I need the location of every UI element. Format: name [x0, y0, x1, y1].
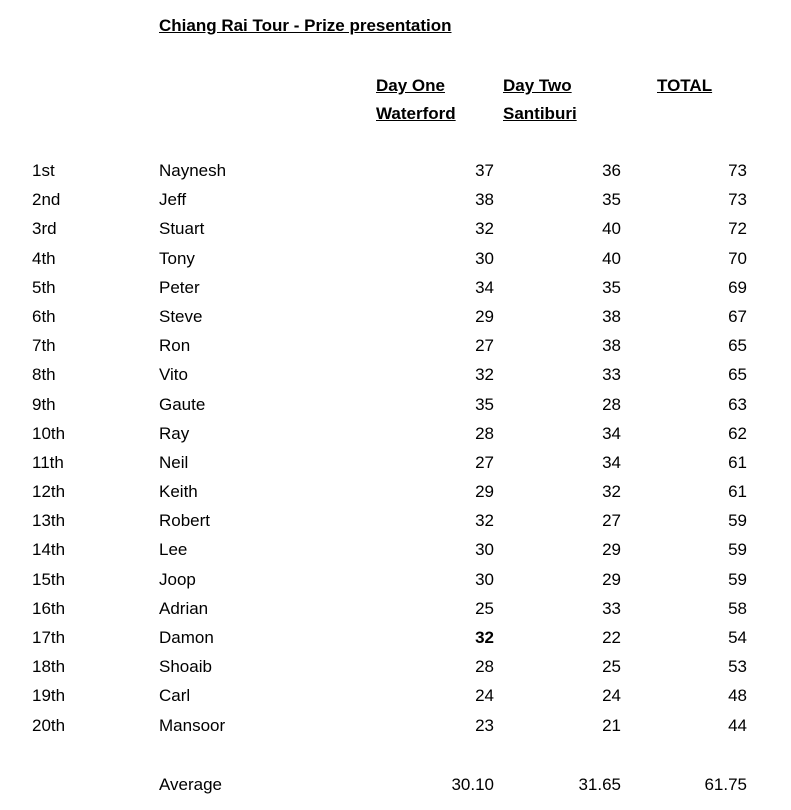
day-one-score-cell: 24: [475, 686, 494, 706]
day-one-score-cell: 32: [475, 628, 494, 647]
player-name-cell: Joop: [159, 569, 196, 589]
day-one-score-cell: 32: [475, 511, 494, 531]
total-score-cell: 54: [728, 628, 747, 647]
place-cell: 8th: [32, 365, 56, 385]
column-header-day-two: [503, 72, 577, 128]
table-row: [0, 391, 791, 420]
place-cell: 15th: [32, 569, 66, 589]
results-table: [0, 157, 791, 741]
day-two-score-cell: 27: [602, 511, 621, 531]
place-cell: 16th: [32, 598, 66, 618]
day-two-score-cell: 29: [602, 569, 621, 589]
total-score-cell: 73: [728, 190, 747, 210]
table-row: [0, 245, 791, 274]
day-two-score-cell: 24: [602, 686, 621, 706]
day-two-score-cell: 22: [602, 628, 621, 647]
total-score-cell: 63: [728, 394, 747, 414]
table-row: [0, 215, 791, 244]
day-one-score-cell: 23: [475, 715, 494, 735]
player-name-cell: Stuart: [159, 219, 205, 239]
day-two-score-cell: 33: [602, 598, 621, 618]
total-score-cell: 59: [728, 540, 747, 560]
day-two-score-cell: 34: [602, 452, 621, 472]
table-row: [0, 595, 791, 624]
day-two-score-cell: 28: [602, 394, 621, 414]
day-one-score-cell: 28: [475, 423, 494, 443]
day-two-score-cell: 35: [602, 277, 621, 297]
column-header-day-one-line1: Day One: [376, 76, 445, 95]
place-cell: 12th: [32, 482, 66, 502]
place-cell: 14th: [32, 540, 66, 560]
total-score-cell: 48: [728, 686, 747, 706]
day-one-score-cell: 34: [475, 277, 494, 297]
place-cell: 3rd: [32, 219, 57, 239]
total-score-cell: 65: [728, 365, 747, 385]
day-one-score-cell: 30: [475, 569, 494, 589]
total-score-cell: 53: [728, 657, 747, 677]
total-score-cell: 61: [728, 482, 747, 502]
place-cell: 9th: [32, 394, 56, 414]
place-cell: 10th: [32, 423, 66, 443]
total-score-cell: 58: [728, 598, 747, 618]
total-score-cell: 62: [728, 423, 747, 443]
day-one-score-cell: 32: [475, 219, 494, 239]
total-score-cell: 61: [728, 452, 747, 472]
day-one-score-cell: 25: [475, 598, 494, 618]
day-one-score-cell: 30: [475, 248, 494, 268]
place-cell: 5th: [32, 277, 56, 297]
average-label: Average: [159, 775, 223, 794]
table-row: [0, 157, 791, 186]
place-cell: 17th: [32, 628, 66, 647]
day-two-score-cell: 38: [602, 336, 621, 356]
place-cell: 20th: [32, 715, 66, 735]
place-cell: 18th: [32, 657, 66, 677]
day-two-score-cell: 40: [602, 219, 621, 239]
total-score-cell: 72: [728, 219, 747, 239]
average-row: [0, 771, 791, 801]
day-one-score-cell: 27: [475, 452, 494, 472]
player-name-cell: Carl: [159, 686, 191, 706]
day-one-score-cell: 28: [475, 657, 494, 677]
total-score-cell: 44: [728, 715, 747, 735]
day-two-score-cell: 32: [602, 482, 621, 502]
place-cell: 19th: [32, 686, 66, 706]
day-one-score-cell: 30: [475, 540, 494, 560]
table-row: [0, 507, 791, 536]
day-two-score-cell: 40: [602, 248, 621, 268]
day-two-score-cell: 35: [602, 190, 621, 210]
column-header-day-one: [376, 72, 456, 128]
player-name-cell: Vito: [159, 365, 188, 385]
column-header-total: TOTAL: [657, 76, 713, 95]
day-one-score-cell: 29: [475, 482, 494, 502]
table-row: [0, 566, 791, 595]
day-two-score-cell: 36: [602, 161, 621, 180]
total-score-cell: 67: [728, 306, 747, 326]
place-cell: 2nd: [32, 190, 61, 210]
place-cell: 6th: [32, 306, 56, 326]
player-name-cell: Keith: [159, 482, 198, 502]
table-row: [0, 186, 791, 215]
day-two-score-cell: 38: [602, 306, 621, 326]
total-score-cell: 70: [728, 248, 747, 268]
table-row: [0, 303, 791, 332]
table-row: [0, 712, 791, 741]
average-day-two: 31.65: [578, 775, 621, 794]
average-total: 61.75: [704, 775, 747, 794]
player-name-cell: Neil: [159, 452, 189, 472]
day-two-score-cell: 21: [602, 715, 621, 735]
table-row: [0, 624, 791, 653]
player-name-cell: Lee: [159, 540, 188, 560]
player-name-cell: Shoaib: [159, 657, 212, 677]
player-name-cell: Steve: [159, 306, 203, 326]
player-name-cell: Ron: [159, 336, 191, 356]
column-header-day-two-line2: Santiburi: [503, 104, 577, 123]
player-name-cell: Naynesh: [159, 161, 227, 180]
day-two-score-cell: 25: [602, 657, 621, 677]
day-one-score-cell: 38: [475, 190, 494, 210]
player-name-cell: Peter: [159, 277, 200, 297]
column-header-day-two-line1: Day Two: [503, 76, 572, 95]
place-cell: 4th: [32, 248, 56, 268]
place-cell: 7th: [32, 336, 56, 356]
place-cell: 11th: [32, 452, 64, 472]
day-one-score-cell: 35: [475, 394, 494, 414]
day-two-score-cell: 33: [602, 365, 621, 385]
table-row: [0, 361, 791, 390]
player-name-cell: Gaute: [159, 394, 206, 414]
table-row: [0, 332, 791, 361]
table-row: [0, 536, 791, 565]
player-name-cell: Tony: [159, 248, 195, 268]
day-one-score-cell: 27: [475, 336, 494, 356]
total-score-cell: 65: [728, 336, 747, 356]
player-name-cell: Jeff: [159, 190, 187, 210]
table-row: [0, 449, 791, 478]
player-name-cell: Mansoor: [159, 715, 226, 735]
average-day-one: 30.10: [451, 775, 494, 794]
table-row: [0, 682, 791, 711]
table-row: [0, 653, 791, 682]
place-cell: 13th: [32, 511, 66, 531]
day-one-score-cell: 32: [475, 365, 494, 385]
page-title: Chiang Rai Tour - Prize presentation: [159, 16, 452, 35]
player-name-cell: Damon: [159, 628, 214, 647]
day-two-score-cell: 34: [602, 423, 621, 443]
total-score-cell: 59: [728, 569, 747, 589]
table-row: [0, 478, 791, 507]
player-name-cell: Ray: [159, 423, 190, 443]
total-score-cell: 73: [728, 161, 747, 180]
total-score-cell: 69: [728, 277, 747, 297]
total-score-cell: 59: [728, 511, 747, 531]
player-name-cell: Adrian: [159, 598, 209, 618]
day-two-score-cell: 29: [602, 540, 621, 560]
table-row: [0, 274, 791, 303]
place-cell: 1st: [32, 161, 55, 180]
column-header-day-one-line2: Waterford: [376, 104, 456, 123]
day-one-score-cell: 29: [475, 306, 494, 326]
table-row: [0, 420, 791, 449]
day-one-score-cell: 37: [475, 161, 494, 180]
player-name-cell: Robert: [159, 511, 211, 531]
